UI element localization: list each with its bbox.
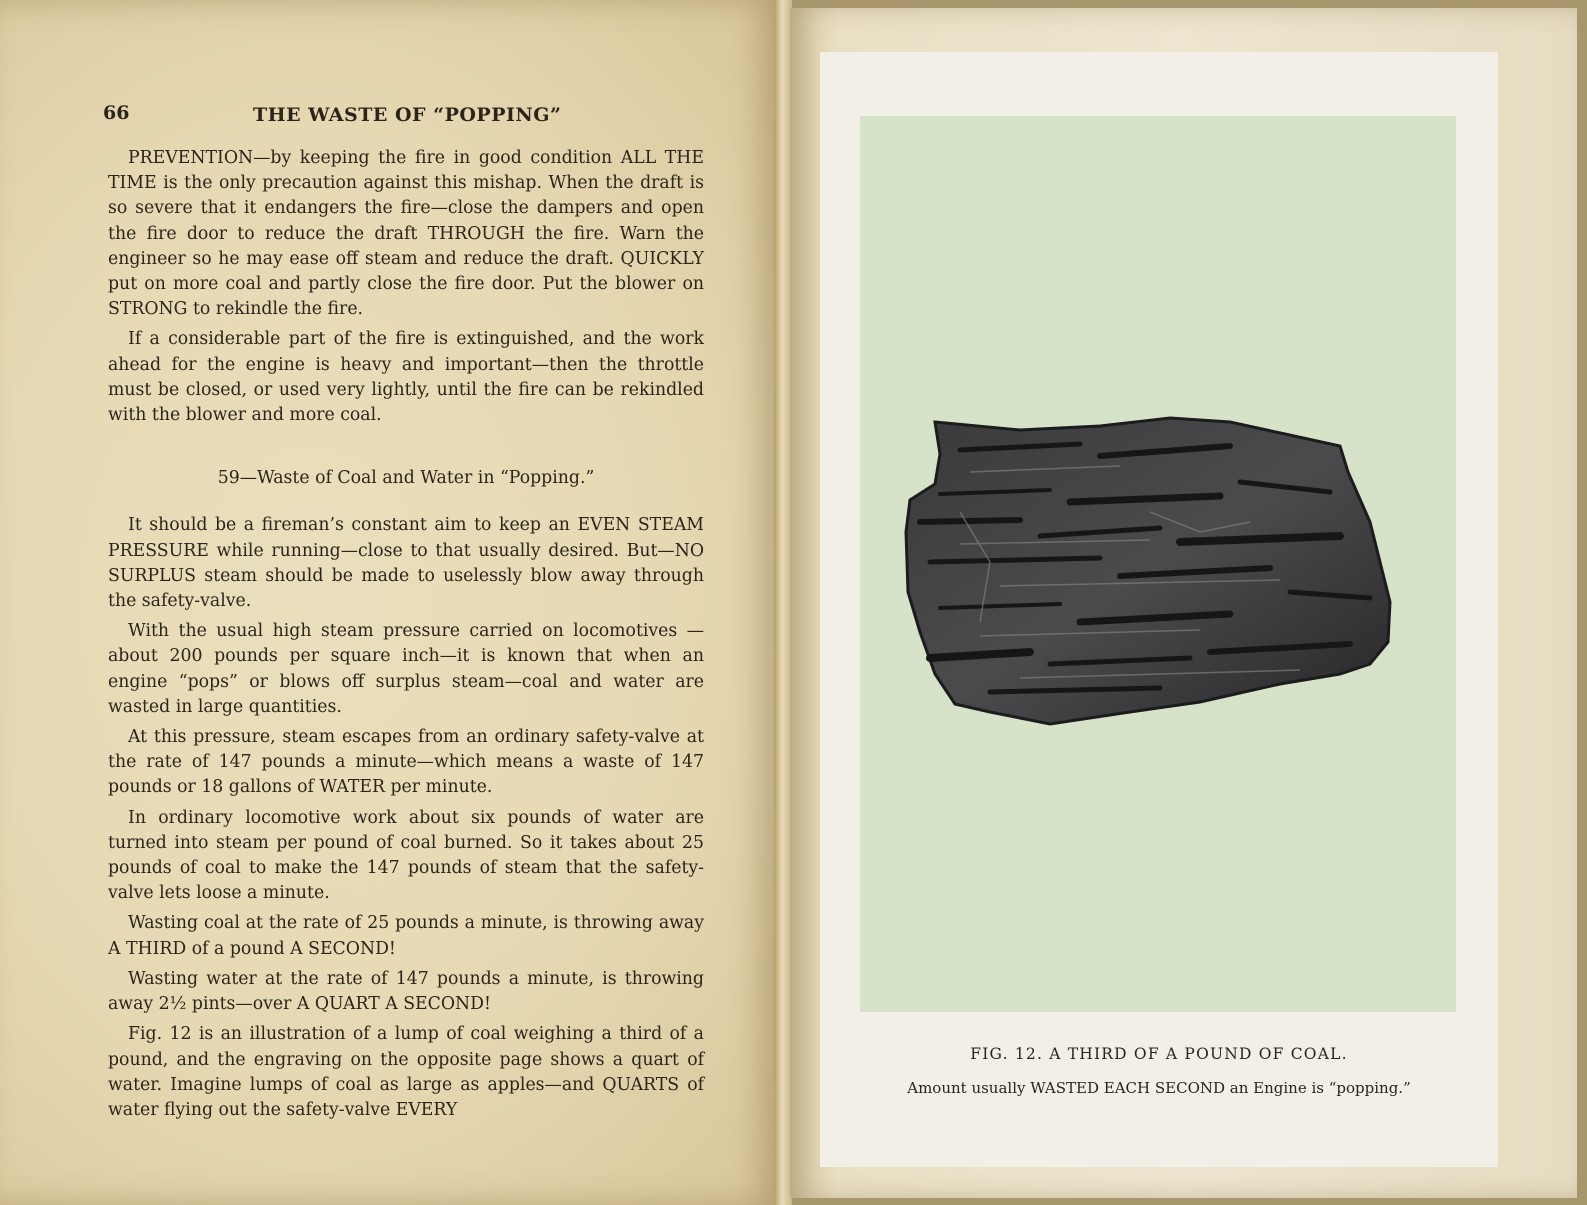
paragraph: Wasting coal at the rate of 25 pounds a minute, is throwing away A THIRD of a pound A SECOND!	[108, 913, 704, 959]
paragraph: Fig. 12 is an illustration of a lump of coal weighing a third of a pound, and the engraving on the opposite page shows a quart of water. Imagine lumps of coal as large as apples—and QUARTS of water flying out the safety-valve EVERY	[108, 1024, 704, 1120]
section-title: 59—Waste of Coal and Water in “Popping.”	[217, 468, 595, 489]
coal-lump-illustration	[900, 412, 1395, 732]
paragraph: It should be a fireman’s constant aim to keep an EVEN STEAM PRESSURE while running—close to that usually desired. But—NO SURPLUS steam should be made to uselessly blow away through the safety-valve.	[108, 515, 704, 612]
left-page	[0, 0, 778, 1205]
paragraph: PREVENTION—by keeping the fire in good condition ALL THE TIME is the only precaution against this mishap. When the draft is so severe that it endangers the fire—close the dampers and open the fire door to reduce the draft THROUGH the fire. Warn the engineer so he may ease off steam and reduce the draft. QUICKLY put on more coal and partly close the fire door. Put the blower on STRONG to rekindle the fire.	[108, 148, 704, 320]
page-number: 66	[103, 102, 130, 124]
paragraph: With the usual high steam pressure carried on locomotives —about 200 pounds per square inch—it is known that when an engine “pops” or blows off surplus steam—coal and water are wasted in large quantities.	[108, 621, 704, 717]
paragraph: Wasting water at the rate of 147 pounds a minute, is throwing away 2½ pints—over A QUART A SECOND!	[108, 968, 704, 1015]
paragraph: In ordinary locomotive work about six pounds of water are turned into steam per pound of coal burned. So it takes about 25 pounds of coal to make the 147 pounds of steam that the safety-valve lets loose a minute.	[108, 807, 704, 904]
coal-body	[906, 418, 1390, 724]
body-text	[108, 146, 704, 1128]
running-head-title: THE WASTE OF “POPPING”	[253, 104, 562, 126]
paragraph: If a considerable part of the fire is extinguished, and the work ahead for the engine is heavy and important—then the throttle must be closed, or used very lightly, until the fire can be rekindled with the blower and more coal.	[108, 329, 704, 426]
figure-subcaption: Amount usually WASTED EACH SECOND an Engine is “popping.”	[907, 1079, 1411, 1097]
paragraph: At this pressure, steam escapes from an ordinary safety-valve at the rate of 147 pounds a minute—which means a waste of 147 pounds or 18 gallons of WATER per minute.	[108, 727, 704, 798]
figure-caption: FIG. 12. A THIRD OF A POUND OF COAL.	[970, 1045, 1348, 1063]
